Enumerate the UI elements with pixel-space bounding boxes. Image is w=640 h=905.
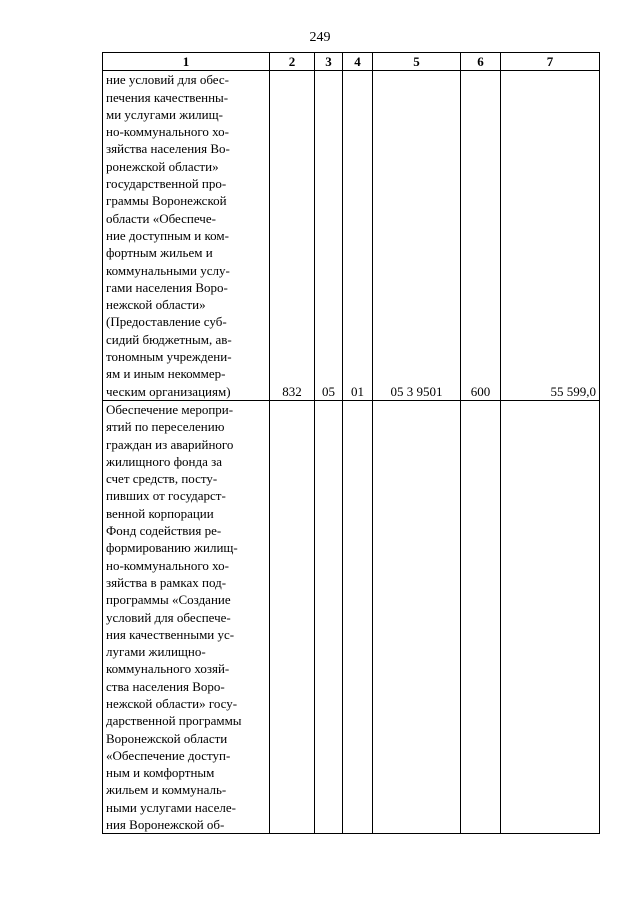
row-ministry-code	[270, 400, 315, 833]
header-col-3: 3	[315, 53, 343, 71]
header-col-7: 7	[501, 53, 600, 71]
header-col-6: 6	[461, 53, 501, 71]
row-amount	[501, 400, 600, 833]
row-description: ние условий для обес- печения качественны- ми услугами жилищ- но-коммунального хо- зяйства населения Во- ронежской области» государственной про- граммы Воронежской области «Обеспече- ние доступным и ком- фортным жильем и коммунальными услу- гами населения Воро- нежской области» (Предоставление суб- сидий бюджетным, ав- тономным учреждени- ям и иным некоммер- ческим организациям)	[103, 71, 270, 401]
row-target-article	[373, 400, 461, 833]
row-subsection-code	[343, 400, 373, 833]
row-section-code: 05	[315, 71, 343, 401]
header-col-2: 2	[270, 53, 315, 71]
budget-table	[102, 52, 600, 834]
row-target-article: 05 3 9501	[373, 71, 461, 401]
header-col-4: 4	[343, 53, 373, 71]
row-section-code	[315, 400, 343, 833]
row-subsection-code: 01	[343, 71, 373, 401]
header-col-5: 5	[373, 53, 461, 71]
row-expense-type	[461, 400, 501, 833]
header-col-1: 1	[103, 53, 270, 71]
table-row	[103, 71, 600, 401]
header-row	[103, 53, 600, 71]
row-amount: 55 599,0	[501, 71, 600, 401]
row-description: Обеспечение меропри- ятий по переселению граждан из аварийного жилищного фонда за счет средств, посту- пивших от государст- венной корпорации Фонд содействия ре- формированию жилищ- но-коммунального хо- зяйства в рамках под- программы «Создание условий для обеспече- ния качественными ус- лугами жилищно- коммунального хозяй- ства населения Воро- нежской области» госу- дарственной программы Воронежской области «Обеспечение доступ- ным и комфортным жильем и коммуналь- ными услугами населе- ния Воронежской об-	[103, 400, 270, 833]
row-expense-type: 600	[461, 71, 501, 401]
row-ministry-code: 832	[270, 71, 315, 401]
page-number: 249	[309, 30, 331, 45]
table-row	[103, 400, 600, 833]
